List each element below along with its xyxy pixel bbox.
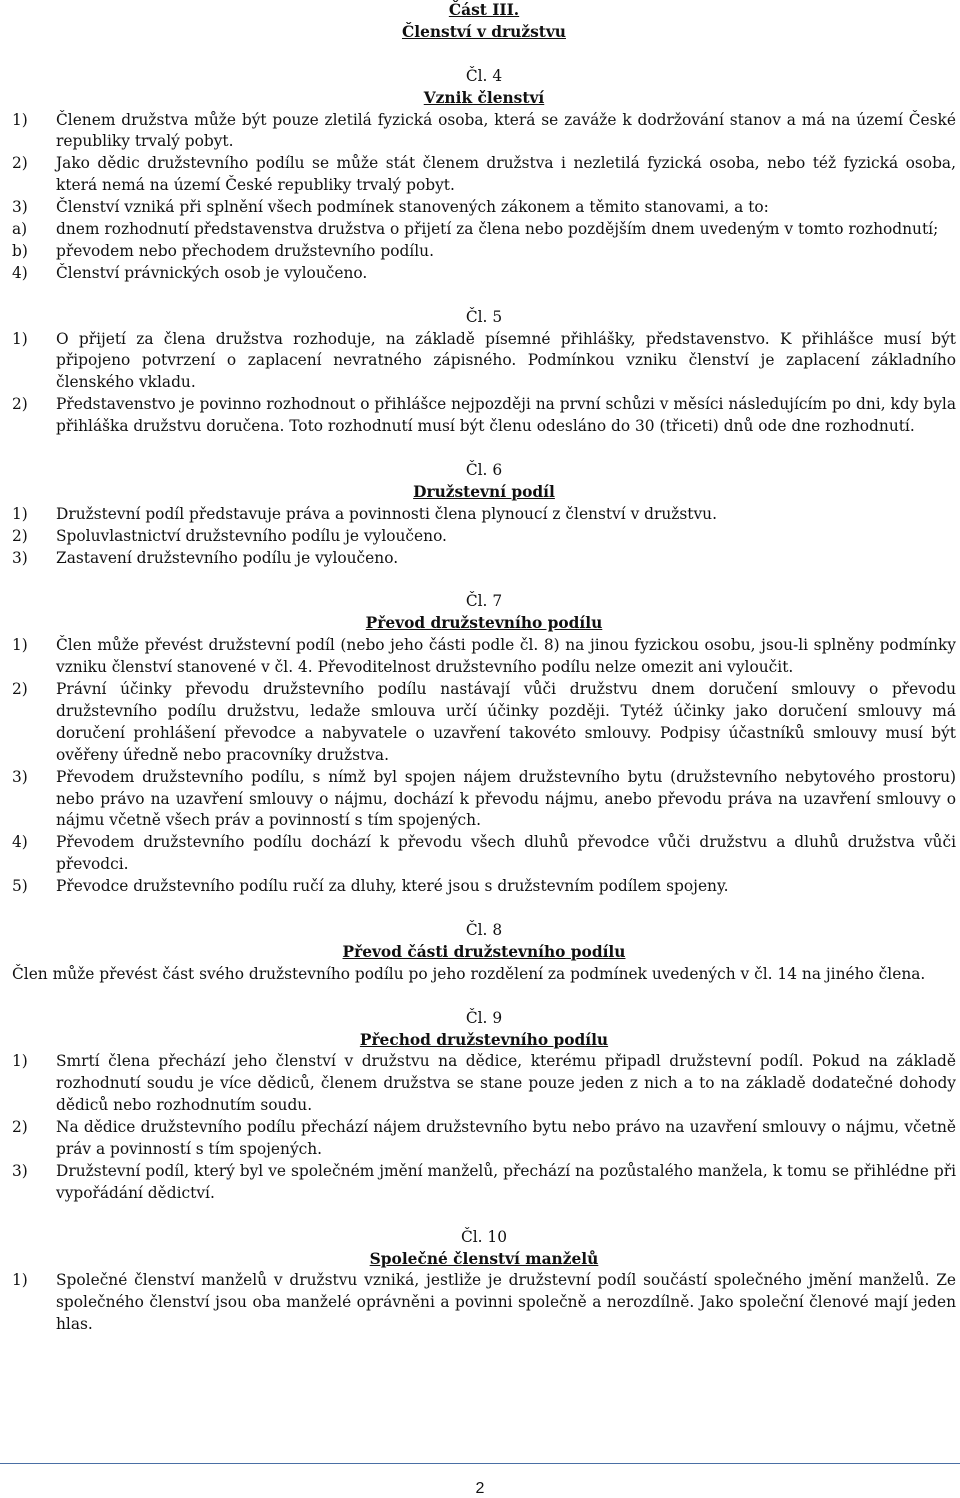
- item-number: 4): [12, 263, 28, 282]
- item-text: Člen může převést družstevní podíl (nebo jeho části podle čl. 8) na jinou fyzickou osobu, jsou-li splněny podmínky vzniku členství stanovené v čl. 4. Převoditelnost družstevního podílu nelze omezit ani vyloučit.: [56, 636, 956, 677]
- item-text: Družstevní podíl, který byl ve společném jmění manželů, přechází na pozůstalého manžela, k tomu se přihlédne při vypořádání dědictví.: [56, 1161, 956, 1202]
- item-number: 1): [12, 504, 28, 523]
- list-item: [12, 263, 956, 285]
- page-number: 2: [475, 1480, 485, 1497]
- article-10: [12, 1227, 956, 1337]
- item-text: Převodce družstevního podílu ručí za dluhy, které jsou s družstevním podílem spojeny.: [56, 877, 729, 896]
- item-text: Členství právnických osob je vyloučeno.: [56, 263, 368, 282]
- list-item: [12, 110, 956, 154]
- item-text: Převodem družstevního podílu dochází k převodu všech dluhů převodce vůči družstvu a dluhů družstva vůči převodci.: [56, 833, 956, 874]
- item-number: 2): [12, 680, 28, 699]
- sub-item-letter: a): [12, 220, 28, 239]
- article-9: [12, 1008, 956, 1205]
- item-number: 1): [12, 1271, 28, 1290]
- item-number: 1): [12, 636, 28, 655]
- item-number: 3): [12, 767, 28, 786]
- article-title: Vznik členství: [423, 88, 545, 107]
- article-4: [12, 66, 956, 285]
- article-number: Čl. 10: [460, 1227, 508, 1246]
- item-number: 3): [12, 198, 28, 217]
- article-number: Čl. 9: [465, 1008, 503, 1027]
- list-item: [12, 1117, 956, 1161]
- article-title: Převod družstevního podílu: [365, 614, 603, 633]
- item-text: Zastavení družstevního podílu je vyloučeno.: [56, 548, 399, 567]
- item-number: 2): [12, 154, 28, 173]
- item-text: Převodem družstevního podílu, s nímž byl spojen nájem družstevního bytu (družstevního nebytového prostoru) nebo právo na uzavření smlouvy o nájmu, dochází k převodu nájmu, anebo převodu práva na uzavření smlouvy o nájmu včetně všech práv a povinností s tím spojených.: [56, 767, 956, 830]
- article-number: Čl. 4: [465, 66, 503, 85]
- article-8: [12, 920, 956, 986]
- item-text: Společné členství manželů v družstvu vzniká, jestliže je družstevní podíl součástí společného jmění manželů. Ze společného členství jsou oba manželé oprávněni a povinni společně a nerozdílně. Jako společní členové mají jeden hlas.: [56, 1271, 956, 1334]
- list-item: [12, 153, 956, 197]
- part-number: Část III.: [448, 1, 520, 19]
- item-number: 2): [12, 395, 28, 414]
- article-number: Čl. 6: [465, 460, 503, 479]
- article-5: [12, 307, 956, 438]
- item-number: 1): [12, 1052, 28, 1071]
- item-text: Členem družstva může být pouze zletilá fyzická osoba, která se zaváže k dodržování stanov a má na území České republiky trvalý pobyt.: [56, 110, 956, 151]
- sub-item-text: dnem rozhodnutí představenstva družstva o přijetí za člena nebo pozdějším dnem uvedeným v tomto rozhodnutí;: [56, 220, 939, 239]
- list-item: [12, 876, 956, 898]
- item-text: Představenstvo je povinno rozhodnout o přihlášce nejpozději na první schůzi v měsíci následujícím po dni, kdy byla přihláška družstvu doručena. Toto rozhodnutí musí být členu odesláno do 30 (třiceti) dnů ode dne rozhodnutí.: [56, 395, 956, 436]
- item-text: Družstevní podíl představuje práva a povinnosti člena plynoucí z členství v družstvu.: [56, 504, 717, 523]
- item-text: Právní účinky převodu družstevního podílu nastávají vůči družstvu dnem doručení smlouvy o převodu družstevního podílu družstvu, ledaže smlouva určí účinky později. Tytéž účinky jako doručení smlouvy má doručení prohlášení převodce a nabyvatele o uzavření takovéto smlouvy. Podpisy účastníků smlouvy musí být ověřeny úředně nebo pracovníky družstva.: [56, 680, 956, 764]
- item-number: 1): [12, 329, 28, 348]
- item-number: 3): [12, 1161, 28, 1180]
- article-title: Družstevní podíl: [413, 482, 555, 501]
- sub-item-text: převodem nebo přechodem družstevního podílu.: [56, 241, 434, 260]
- list-item: [12, 635, 956, 679]
- list-item: [12, 526, 956, 548]
- article-7: [12, 591, 956, 898]
- item-text: Jako dědic družstevního podílu se může stát členem družstva i nezletilá fyzická osoba, nebo též fyzická osoba, která nemá na území České republiky trvalý pobyt.: [56, 154, 956, 195]
- article-paragraph: Člen může převést část svého družstevního podílu po jeho rozdělení za podmínek uvedených v čl. 14 na jiného člena.: [12, 964, 926, 983]
- list-item: [12, 679, 956, 767]
- item-text: Členství vzniká při splnění všech podmínek stanovených zákonem a těmito stanovami, a to:: [56, 198, 769, 217]
- document-page: [12, 0, 956, 1336]
- list-item: [12, 504, 956, 526]
- item-number: 2): [12, 526, 28, 545]
- list-item: [12, 197, 956, 219]
- item-text: Na dědice družstevního podílu přechází nájem družstevního bytu nebo právo na uzavření smlouvy o nájmu, včetně práv a povinností s tím spojených.: [56, 1118, 956, 1159]
- list-item: [12, 1161, 956, 1205]
- item-text: Smrtí člena přechází jeho členství v družstvu na dědice, kterému připadl družstevní podíl. Pokud na základě rozhodnutí soudu je více dědiců, členem družstva se stane pouze jeden z nich a to na základě dodatečné dohody dědiců nebo rozhodnutím soudu.: [56, 1052, 956, 1115]
- item-number: 5): [12, 877, 28, 896]
- list-item: [12, 1051, 956, 1117]
- article-number: Čl. 8: [465, 920, 503, 939]
- list-item: [12, 329, 956, 395]
- item-number: 3): [12, 548, 28, 567]
- item-number: 4): [12, 833, 28, 852]
- item-number: 1): [12, 110, 28, 129]
- sub-item-letter: b): [12, 241, 28, 260]
- item-text: O přijetí za člena družstva rozhoduje, na základě písemné přihlášky, představenstvo. K přihlášce musí být připojeno potvrzení o zaplacení nevratného zápisného. Podmínkou vzniku členství je zaplacení základního členského vkladu.: [56, 329, 956, 392]
- list-item: [12, 548, 956, 570]
- article-number: Čl. 7: [465, 592, 503, 611]
- article-title: Společné členství manželů: [369, 1249, 599, 1268]
- list-item: [12, 832, 956, 876]
- item-text: Spoluvlastnictví družstevního podílu je vyloučeno.: [56, 526, 447, 545]
- article-number: Čl. 5: [465, 307, 503, 326]
- list-item: [12, 1270, 956, 1336]
- list-item: [12, 767, 956, 833]
- item-number: 2): [12, 1118, 28, 1137]
- sub-list-item: [12, 241, 956, 263]
- article-6: [12, 460, 956, 570]
- article-title: Přechod družstevního podílu: [359, 1030, 609, 1049]
- part-title: Členství v družstvu: [401, 22, 566, 41]
- sub-list-item: [12, 219, 956, 241]
- footer-divider: [0, 1463, 960, 1464]
- list-item: [12, 394, 956, 438]
- article-title: Převod části družstevního podílu: [342, 942, 626, 961]
